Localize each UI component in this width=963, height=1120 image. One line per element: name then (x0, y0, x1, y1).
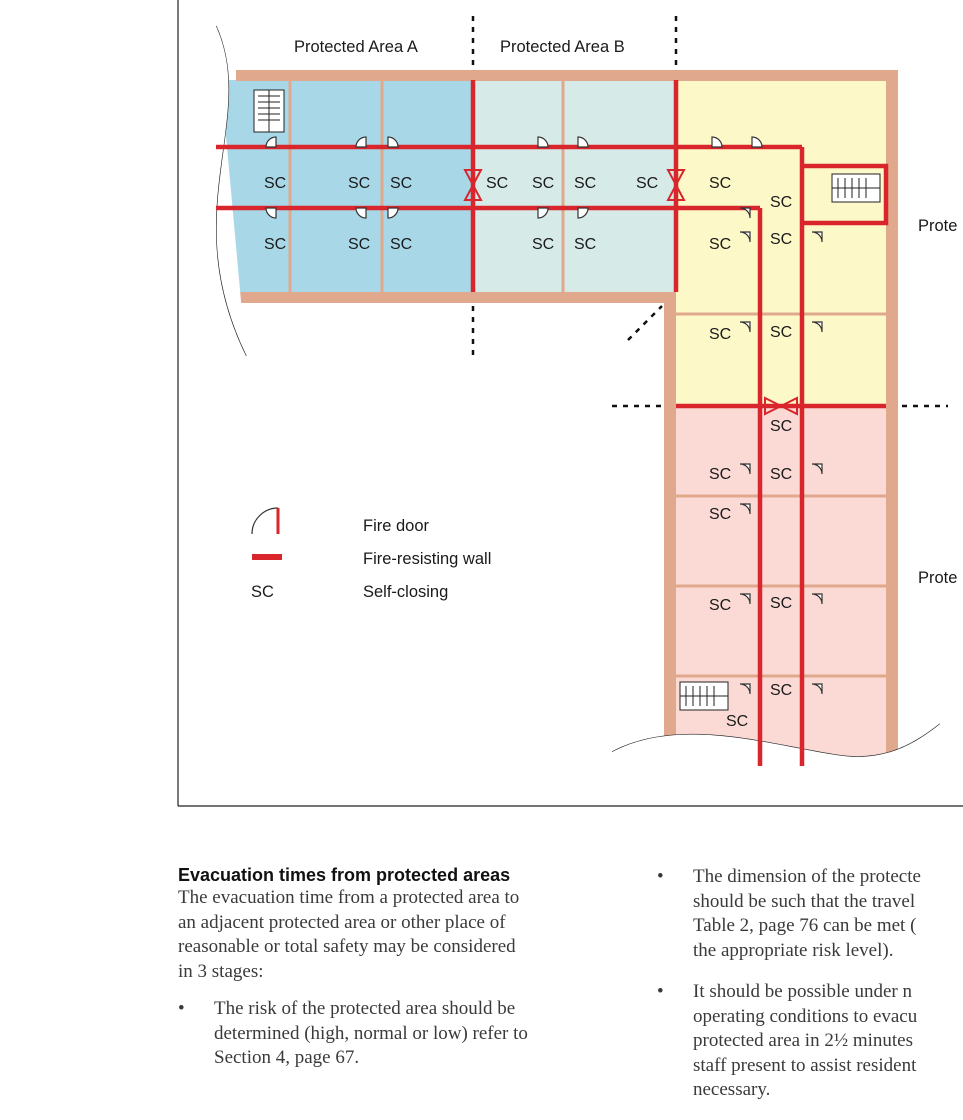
svg-text:SC: SC (390, 175, 413, 192)
svg-text:SC: SC (532, 175, 555, 192)
svg-text:SC: SC (770, 418, 793, 435)
svg-text:SC: SC (390, 236, 413, 253)
svg-text:SC: SC (709, 326, 732, 343)
intro-paragraph: The evacuation time from a protected area to an adjacent protected area or other place of reasonable or total safety may be considered in 3 stages: (178, 887, 520, 982)
svg-text:SC: SC (770, 324, 793, 341)
legend-fire-door: Fire door (363, 517, 430, 535)
legend-fire-wall: Fire-resisting wall (363, 550, 492, 568)
bullet-icon: • (657, 866, 664, 887)
area-b-label: Protected Area B (500, 38, 625, 56)
stair-icon (680, 682, 728, 710)
right-column (657, 865, 963, 1120)
svg-text:SC: SC (264, 236, 287, 253)
bullet-icon: • (178, 998, 185, 1019)
svg-text:SC: SC (726, 713, 749, 730)
area-c-label: Prote (918, 217, 958, 235)
fire-door-legend-icon (252, 508, 278, 534)
svg-text:SC: SC (770, 194, 793, 211)
area-a-label: Protected Area A (294, 38, 418, 56)
svg-text:SC: SC (348, 175, 371, 192)
svg-text:SC: SC (709, 466, 732, 483)
stair-icon (832, 174, 880, 202)
area-a-fill (200, 80, 473, 294)
bullet-item: • The risk of the protected area should be determined (high, normal or low) refer to Section 4, page 67. (178, 998, 528, 1068)
section-heading: Evacuation times from protected areas (178, 865, 511, 885)
svg-text:SC: SC (574, 236, 597, 253)
svg-text:SC: SC (770, 682, 793, 699)
area-d-label: Prote (918, 569, 958, 587)
svg-text:SC: SC (709, 175, 732, 192)
svg-text:SC: SC (574, 175, 597, 192)
svg-text:SC: SC (264, 175, 287, 192)
bullet-item: • It should be possible under n operating conditions to evacu protected area in 2½ minutes staff present to assist resident necessary. (657, 981, 918, 1100)
svg-text:SC: SC (709, 506, 732, 523)
legend (251, 508, 491, 601)
stair-icon (254, 90, 284, 132)
bullet-icon: • (657, 981, 664, 1002)
svg-text:SC: SC (770, 231, 793, 248)
fire-wall-legend-icon (252, 554, 282, 560)
svg-text:SC: SC (770, 466, 793, 483)
bullet-item: • The dimension of the protecte should be such that the travel Table 2, page 76 can be met ( the appropriate risk level). (657, 866, 921, 961)
svg-text:SC: SC (532, 236, 555, 253)
left-column (178, 864, 598, 1088)
legend-sc-symbol: SC (251, 583, 274, 601)
legend-self-closing: Self-closing (363, 583, 449, 601)
svg-text:SC: SC (709, 597, 732, 614)
svg-text:SC: SC (709, 236, 732, 253)
svg-text:SC: SC (348, 236, 371, 253)
svg-text:SC: SC (486, 175, 509, 192)
svg-text:SC: SC (770, 595, 793, 612)
svg-text:SC: SC (636, 175, 659, 192)
